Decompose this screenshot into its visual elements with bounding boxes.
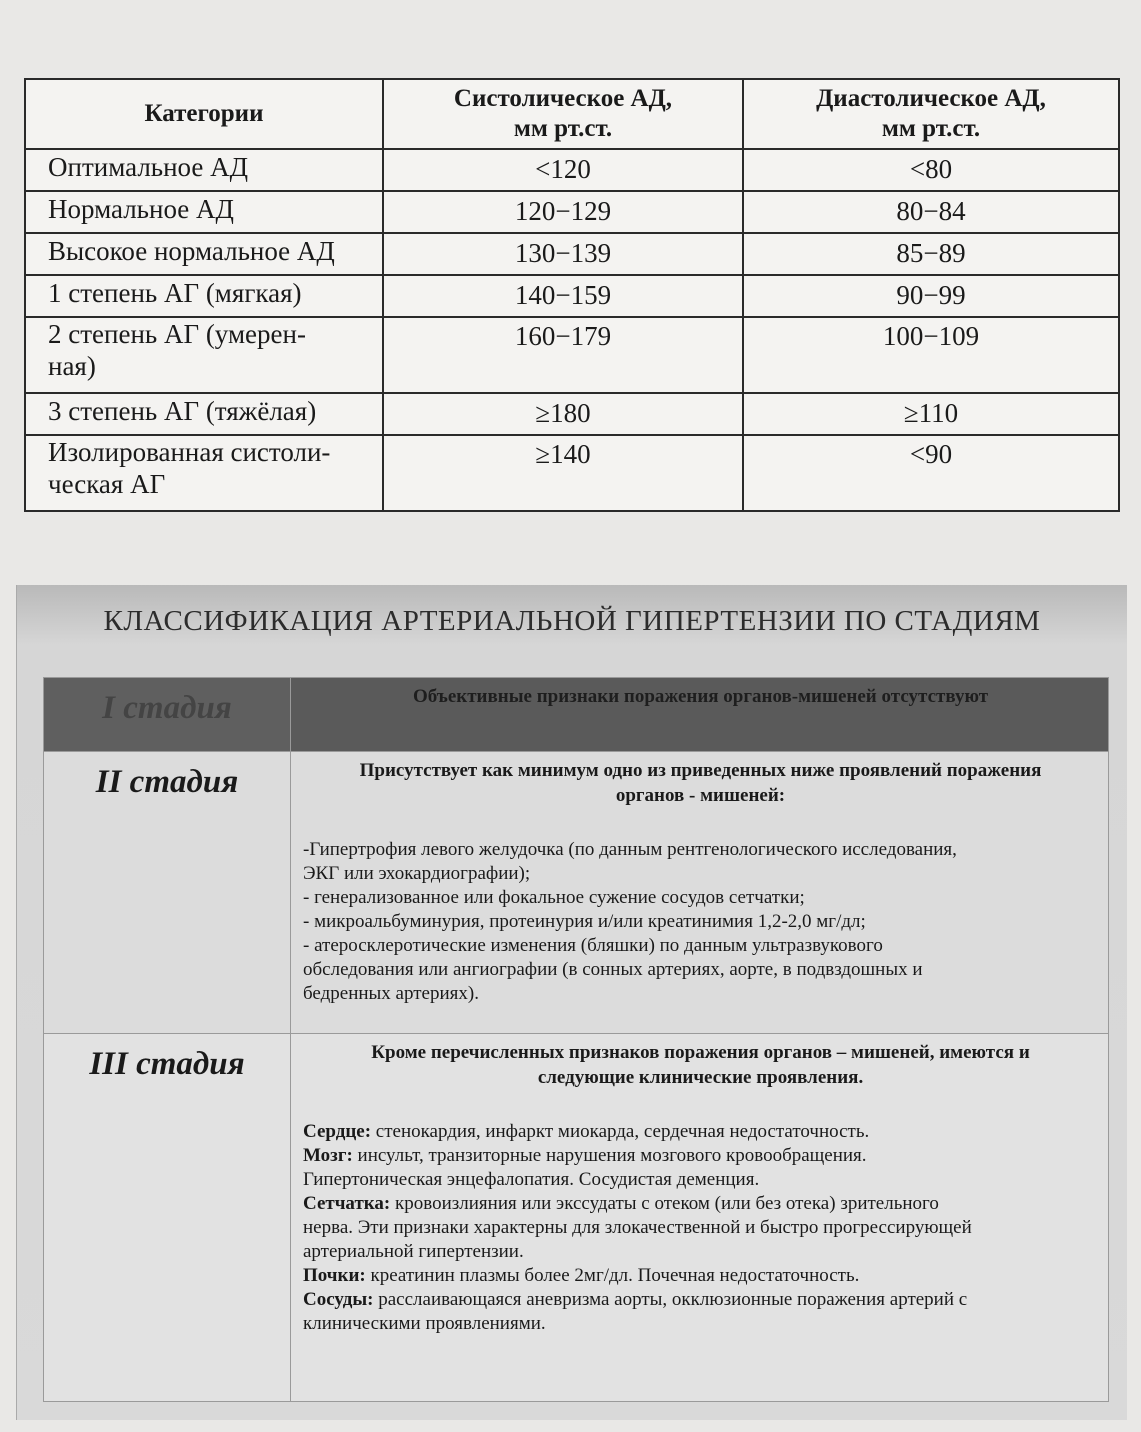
header-systolic-line2: мм рт.ст. bbox=[513, 115, 613, 142]
stages-card bbox=[16, 585, 1127, 1420]
row-diastolic: 100−109 bbox=[743, 317, 1119, 393]
stage-2-heading bbox=[303, 758, 1098, 808]
row-diastolic: 80−84 bbox=[743, 191, 1119, 233]
row-systolic: 130−139 bbox=[383, 233, 743, 275]
stage-1-desc bbox=[291, 678, 1109, 752]
stages-title: КЛАССИФИКАЦИЯ АРТЕРИАЛЬНОЙ ГИПЕРТЕНЗИИ ПО СТАДИЯМ bbox=[103, 605, 1041, 637]
stage-3-heading bbox=[303, 1040, 1098, 1090]
stage-3-name: III стадия bbox=[44, 1034, 291, 1402]
stage-2-name: II стадия bbox=[44, 752, 291, 1034]
stage-2-line: - микроальбуминурия, протеинурия и/или креатинимия 1,2-2,0 мг/дл; bbox=[303, 911, 866, 932]
stage-1-heading: Объективные признаки поражения органов-мишеней отсутствуют bbox=[412, 686, 989, 707]
row-category bbox=[25, 317, 383, 393]
table-row bbox=[25, 149, 1119, 191]
retina-text: кровоизлияния или экссудаты с отеком (или без отека) зрительного bbox=[390, 1193, 939, 1214]
table-row bbox=[25, 233, 1119, 275]
header-diastolic bbox=[743, 79, 1119, 149]
stage-1-name: I стадия bbox=[44, 678, 291, 752]
table-header-row bbox=[25, 79, 1119, 149]
stage-3-brain bbox=[303, 1144, 1098, 1168]
stage-3-retina-line2: нерва. Эти признаки характерны для злокачественной и быстро прогрессирующей bbox=[303, 1217, 972, 1238]
bp-classification-table bbox=[24, 78, 1120, 512]
kidney-label: Почки: bbox=[303, 1265, 366, 1286]
table-row bbox=[25, 191, 1119, 233]
row-category-line2: ческая АГ bbox=[48, 469, 166, 499]
stage-2-line: бедренных артериях). bbox=[303, 983, 479, 1004]
row-category bbox=[25, 435, 383, 511]
stage-3-heading-line2: следующие клинические проявления. bbox=[537, 1067, 864, 1088]
table-row bbox=[25, 393, 1119, 435]
row-diastolic: <80 bbox=[743, 149, 1119, 191]
stages-table bbox=[43, 677, 1109, 1402]
stage-2-line: - генерализованное или фокальное сужение сосудов сетчатки; bbox=[303, 887, 805, 908]
row-systolic: ≥140 bbox=[383, 435, 743, 511]
heart-text: стенокардия, инфаркт миокарда, сердечная недостаточность. bbox=[371, 1121, 870, 1142]
row-systolic: 140−159 bbox=[383, 275, 743, 317]
table-row bbox=[25, 317, 1119, 393]
stage-2-heading-line1: Присутствует как минимум одно из приведенных ниже проявлений поражения bbox=[359, 760, 1042, 781]
row-diastolic: <90 bbox=[743, 435, 1119, 511]
row-diastolic: 85−89 bbox=[743, 233, 1119, 275]
stage-2-line: ЭКГ или эхокардиографии); bbox=[303, 863, 531, 884]
stage-3-vessels bbox=[303, 1288, 1098, 1312]
row-diastolic: ≥110 bbox=[743, 393, 1119, 435]
stage-row-1 bbox=[44, 678, 1109, 752]
header-diastolic-line1: Диастолическое АД, bbox=[816, 85, 1046, 112]
stage-2-line: обследования или ангиографии (в сонных артериях, аорте, в подвздошных и bbox=[303, 959, 923, 980]
header-diastolic-line2: мм рт.ст. bbox=[881, 115, 981, 142]
stage-3-heading-line1: Кроме перечисленных признаков поражения органов – мишеней, имеются и bbox=[371, 1042, 1030, 1063]
table-row bbox=[25, 275, 1119, 317]
header-systolic bbox=[383, 79, 743, 149]
table-row bbox=[25, 435, 1119, 511]
row-category-line2: ная) bbox=[48, 351, 96, 381]
row-systolic: 120−129 bbox=[383, 191, 743, 233]
stage-2-line: - атеросклеротические изменения (бляшки) по данным ультразвукового bbox=[303, 935, 883, 956]
stage-3-vessels-line2: клиническими проявлениями. bbox=[303, 1313, 546, 1334]
stage-3-retina bbox=[303, 1192, 1098, 1216]
row-category: Высокое нормальное АД bbox=[25, 233, 383, 275]
row-systolic: <120 bbox=[383, 149, 743, 191]
brain-text: инсульт, транзиторные нарушения мозгового кровообращения. bbox=[352, 1145, 867, 1166]
header-category: Категории bbox=[25, 79, 383, 149]
vessels-label: Сосуды: bbox=[303, 1289, 374, 1310]
brain-label: Мозг: bbox=[303, 1145, 353, 1166]
vessels-text: расслаивающаяся аневризма аорты, окклюзионные поражения артерий с bbox=[373, 1289, 968, 1310]
stage-2-desc bbox=[291, 752, 1109, 1034]
row-category: 3 степень АГ (тяжёлая) bbox=[25, 393, 383, 435]
row-diastolic: 90−99 bbox=[743, 275, 1119, 317]
kidney-text: креатинин плазмы более 2мг/дл. Почечная недостаточность. bbox=[365, 1265, 860, 1286]
header-systolic-line1: Систолическое АД, bbox=[453, 85, 673, 112]
stage-3-kidney bbox=[303, 1264, 1098, 1288]
row-category: Нормальное АД bbox=[25, 191, 383, 233]
row-category-line1: Изолированная систоли- bbox=[48, 437, 331, 467]
stage-row-2 bbox=[44, 752, 1109, 1034]
row-category: 1 степень АГ (мягкая) bbox=[25, 275, 383, 317]
stage-row-3 bbox=[44, 1034, 1109, 1402]
row-systolic: 160−179 bbox=[383, 317, 743, 393]
retina-label: Сетчатка: bbox=[303, 1193, 391, 1214]
stage-3-desc bbox=[291, 1034, 1109, 1402]
stage-2-heading-line2: органов - мишеней: bbox=[615, 785, 786, 806]
stage-3-heart bbox=[303, 1120, 1098, 1144]
heart-label: Сердце: bbox=[303, 1121, 372, 1142]
row-category-line1: 2 степень АГ (умерен- bbox=[48, 319, 306, 349]
stage-3-brain-line2: Гипертоническая энцефалопатия. Сосудистая деменция. bbox=[303, 1169, 760, 1190]
row-category: Оптимальное АД bbox=[25, 149, 383, 191]
stage-2-line: -Гипертрофия левого желудочка (по данным рентгенологического исследования, bbox=[303, 839, 957, 860]
row-systolic: ≥180 bbox=[383, 393, 743, 435]
stage-3-retina-line3: артериальной гипертензии. bbox=[303, 1241, 524, 1262]
